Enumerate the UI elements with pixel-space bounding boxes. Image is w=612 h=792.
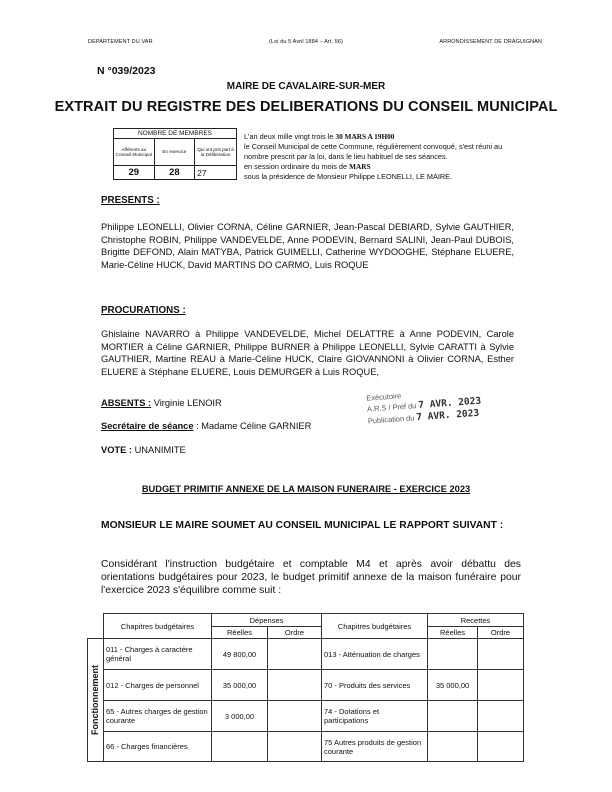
members-table	[113, 128, 237, 180]
considerant-text: Considérant l'instruction budgétaire et comptable M4 et après avoir débattu des orientations budgétaires pour 2023, le budget primitif annexe de la maison funéraire pour l'exercice 2023 s'équilibre comme suit :	[101, 559, 521, 597]
budget-rec-ordre-value	[478, 670, 524, 701]
budget-rec-reel-value	[428, 701, 478, 732]
budget-rec-chap: 75 Autres produits de gestion courante	[322, 732, 428, 762]
presents-heading: PRESENTS :	[101, 195, 160, 206]
table-row	[88, 670, 524, 701]
stamp-line2: A.R.S / Pref du	[366, 401, 417, 414]
intro-line3: en session ordinaire du mois de	[244, 162, 350, 171]
intro-month: MARS	[349, 162, 371, 171]
budget-rec-reel-value	[428, 639, 478, 670]
intro-text	[244, 132, 526, 182]
budget-dep-ordre-value	[268, 701, 322, 732]
table-row	[88, 639, 524, 670]
budget-section-label: Fonctionnement	[90, 665, 100, 735]
members-value-deliberation: 27	[195, 166, 237, 180]
members-value-afferents: 29	[114, 166, 155, 180]
absents-label: ABSENTS :	[101, 398, 152, 408]
table-row	[88, 701, 524, 732]
intro-line4: sous la présidence de Monsieur Philippe LEONELLI, LE MAIRE.	[244, 172, 453, 181]
presents-list: Philippe LEONELLI, Olivier CORNA, Céline GARNIER, Jean-Pascal DEBIARD, Sylvie GAUTHIER, Christophe ROBIN, Philippe VANDEVELDE, Anne PODEVIN, Bernard SALINI, Jean-Paul DUBOIS, Brigitte DEFOND, Alain MATYBA, Patrick GUIMELLI, Catherine WYDOOGHE, Stéphane ELUERE, Marie-Céline HUCK, David MARTINS DO CARMO, Luis ROQUE	[101, 222, 514, 270]
budget-dep-chap: 011 - Charges à caractère général	[104, 639, 212, 670]
members-col-afferents: Afférents au Conseil Municipal	[114, 139, 155, 166]
mairie-title: MAIRE DE CAVALAIRE-SUR-MER	[226, 81, 386, 92]
budget-depenses-header: Dépenses	[212, 614, 322, 627]
budget-dep-ordre-value	[268, 639, 322, 670]
budget-dep-ordre: Ordre	[268, 627, 322, 639]
maire-heading: MONSIEUR LE MAIRE SOUMET AU CONSEIL MUNICIPAL LE RAPPORT SUIVANT :	[101, 520, 504, 531]
secretaire-line	[101, 421, 311, 431]
stamp-line3: Publication du	[367, 413, 415, 426]
budget-dep-reel-value	[212, 732, 268, 762]
budget-dep-reel-value: 49 800,00	[212, 639, 268, 670]
absents-value: Virginie LENOIR	[151, 398, 222, 408]
budget-rec-chap: 70 - Produits des services	[322, 670, 428, 701]
budget-recettes-header: Recettes	[428, 614, 524, 627]
secretaire-label: Secrétaire de séance	[101, 421, 194, 431]
table-row	[88, 732, 524, 762]
budget-dep-reel-value: 35 000,00	[212, 670, 268, 701]
procurations-heading: PROCURATIONS :	[101, 305, 186, 316]
procurations-list: Ghislaine NAVARRO à Philippe VANDEVELDE, Michel DELATTRE à Anne PODEVIN, Carole MORTIER à Céline GARNIER, Philippe BURNER à Philippe LEONELLI, Sylvie CARATTI à Sylvie GAUTHIER, Martine REAU à Marie-Céline HUCK, Claire GIOVANNONI à Olivier CORNA, Esther ELUERE à Stéphane ELUERE, Louis DEMURGER à Luis ROQUE,	[101, 329, 514, 377]
budget-table	[87, 613, 524, 762]
budget-rec-chap: 013 - Atténuation de charges	[322, 639, 428, 670]
budget-dep-chap-header: Chapitres budgétaires	[104, 614, 212, 639]
budget-dep-chap: 65 - Autres charges de gestion courante	[104, 701, 212, 732]
budget-dep-reelles: Réelles	[212, 627, 268, 639]
budget-rec-ordre: Ordre	[478, 627, 524, 639]
header-left: DEPARTEMENT DU VAR	[88, 39, 153, 45]
budget-rec-ordre-value	[478, 732, 524, 762]
secretaire-value: : Madame Céline GARNIER	[193, 421, 312, 431]
header-center: (Loi du 5 Avril 1884 – Art. 56)	[269, 39, 343, 45]
vote-value: UNANIMITE	[132, 445, 186, 455]
members-col-deliberation: Qui ont pris part à la Délibération	[195, 139, 237, 166]
deliberation-number: N °039/2023	[97, 65, 156, 77]
members-col-exercice: En exercice	[154, 139, 195, 166]
budget-title: BUDGET PRIMITIF ANNEXE DE LA MAISON FUNERAIRE - EXERCICE 2023	[141, 484, 471, 494]
budget-dep-chap: 66 - Charges financières	[104, 732, 212, 762]
budget-dep-chap: 012 - Charges de personnel	[104, 670, 212, 701]
executoire-stamp	[366, 382, 528, 426]
members-title: NOMBRE DE MEMBRES	[114, 129, 237, 139]
stamp-date2: 7 AVR. 2023	[415, 407, 480, 424]
vote-line	[101, 445, 186, 455]
absents-line	[101, 398, 222, 408]
intro-pre: L'an deux mille vingt trois le	[244, 132, 336, 141]
header-right: ARRONDISSEMENT DE DRAGUIGNAN	[439, 39, 542, 45]
budget-section-cell	[88, 639, 104, 762]
stamp-line1: Exécutoire	[366, 391, 402, 403]
budget-rec-chap-header: Chapitres budgétaires	[322, 614, 428, 639]
budget-rec-reel-value	[428, 732, 478, 762]
extrait-title: EXTRAIT DU REGISTRE DES DELIBERATIONS DU CONSEIL MUNICIPAL	[54, 99, 558, 115]
budget-rec-reel-value: 35 000,00	[428, 670, 478, 701]
vote-label: VOTE :	[101, 445, 132, 455]
members-value-exercice: 28	[154, 166, 195, 180]
budget-rec-reelles: Réelles	[428, 627, 478, 639]
stamp-date1: 7 AVR. 2023	[417, 395, 482, 411]
budget-dep-ordre-value	[268, 732, 322, 762]
budget-rec-ordre-value	[478, 639, 524, 670]
budget-corner	[88, 614, 104, 639]
intro-line2: le Conseil Municipal de cette Commune, régulièrement convoqué, s'est réuni au nombre prescrit par la loi, dans le lieu habituel de ses séances.	[244, 142, 503, 161]
budget-rec-chap: 74 - Dotations et participations	[322, 701, 428, 732]
intro-date: 30 MARS A 19H00	[335, 132, 395, 141]
budget-dep-ordre-value	[268, 670, 322, 701]
budget-dep-reel-value: 3 000,00	[212, 701, 268, 732]
budget-rec-ordre-value	[478, 701, 524, 732]
